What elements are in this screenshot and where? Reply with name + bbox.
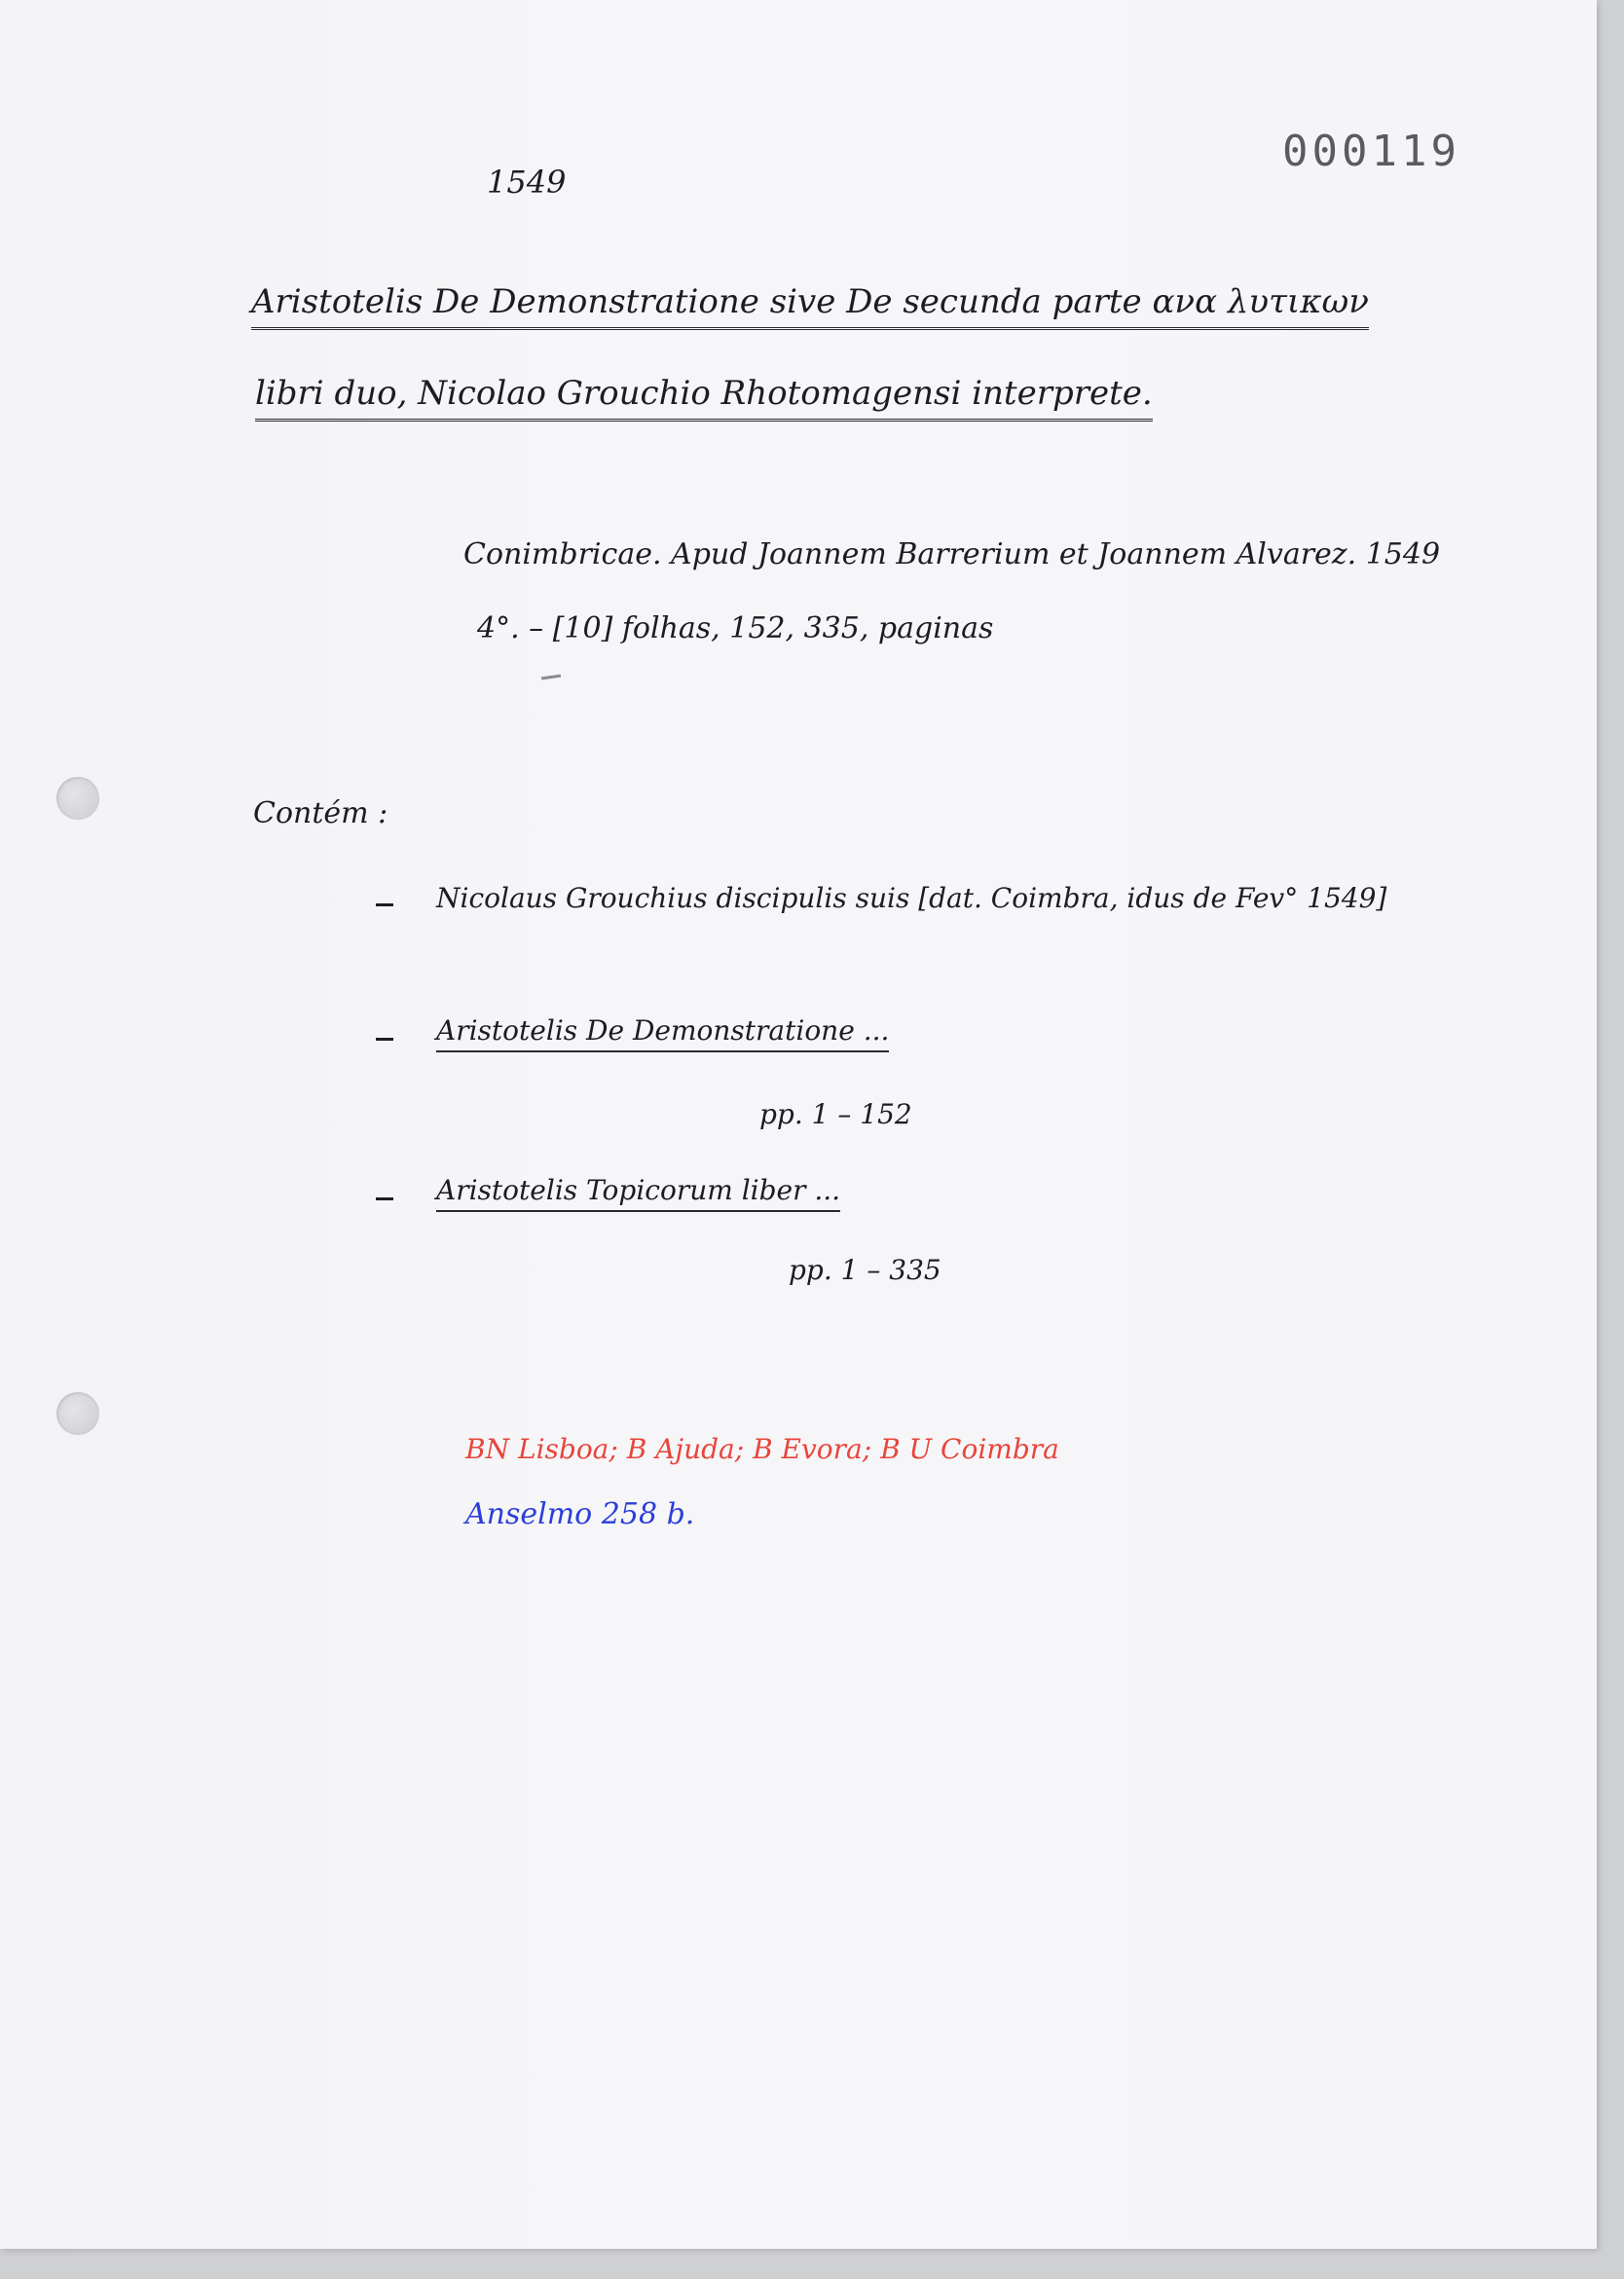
title-line-1: Aristotelis De Demonstratione sive De secunda parte ανα λυτικων [251,282,1369,330]
stamp-number: 000119 [1282,127,1460,176]
contents-dash-2 [376,1038,393,1041]
contents-heading: Contém : [253,796,388,830]
contents-item-2-pages: pp. 1 – 152 [759,1098,912,1130]
title-line-2: libri duo, Nicolao Grouchio Rhotomagensi interprete. [255,374,1153,422]
contents-dash-1 [376,903,393,906]
imprint-place-printer: Conimbricae. Apud Joannem Barrerium et Joannem Alvarez. 1549 [463,537,1441,571]
holdings-libraries: BN Lisboa; B Ajuda; B Evora; B U Coimbra [465,1433,1059,1465]
pen-tick-mark [541,675,561,680]
punch-hole-bottom [56,1392,99,1435]
contents-dash-3 [376,1197,393,1200]
imprint-collation: 4°. – [10] folhas, 152, 335, paginas [477,611,994,645]
punch-hole-top [56,777,99,820]
bibliographic-reference: Anselmo 258 b. [465,1497,695,1531]
contents-item-2: Aristotelis De Demonstratione ... [436,1014,889,1052]
contents-item-1: Nicolaus Grouchius discipulis suis [dat. Coimbra, idus de Fev° 1549] [436,882,1387,914]
contents-item-3: Aristotelis Topicorum liber ... [436,1174,840,1212]
contents-item-3-pages: pp. 1 – 335 [789,1254,941,1286]
publication-year: 1549 [487,164,567,201]
